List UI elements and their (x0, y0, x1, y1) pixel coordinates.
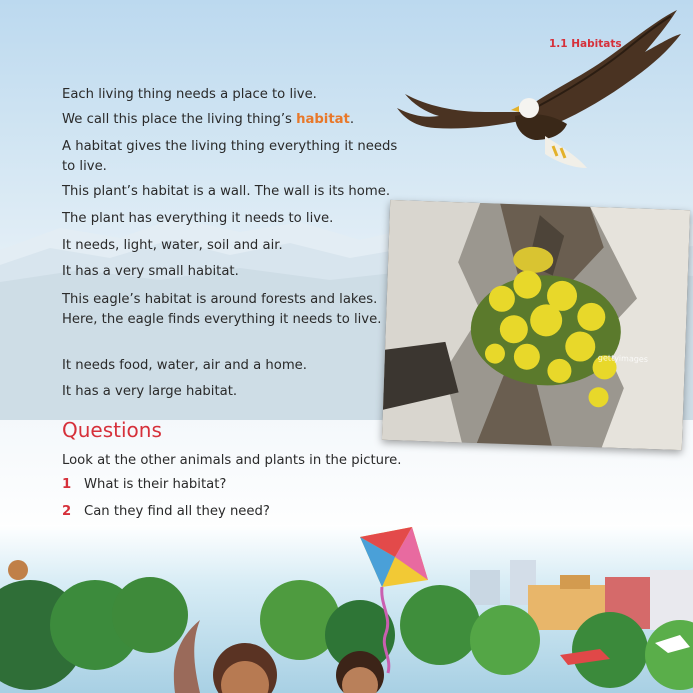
text-line-2-pre: We call this place the living thing’s (62, 112, 297, 127)
eagle-illustration (395, 8, 685, 183)
question-text: Can they find all they need? (84, 504, 270, 519)
text-line-2 (62, 110, 354, 130)
getty-watermark: gettyimages (597, 353, 649, 364)
question-number: 2 (62, 504, 72, 519)
keyword-habitat: habitat (296, 112, 350, 127)
text-line-5: The plant has everything it needs to live. (62, 211, 334, 226)
question-item (62, 504, 270, 519)
text-line-1: Each living thing needs a place to live. (62, 87, 317, 102)
plant-wall-photo (382, 200, 690, 450)
section-label: 1.1 Habitats (549, 38, 622, 50)
question-text: What is their habitat? (84, 477, 227, 492)
questions-heading: Questions (62, 418, 162, 442)
text-line-9: It needs food, water, air and a home. (62, 358, 307, 373)
text-line-10: It has a very large habitat. (62, 384, 238, 399)
text-line-4: This plant’s habitat is a wall. The wall is its home. (62, 184, 391, 199)
question-number: 1 (62, 477, 72, 492)
text-line-3: A habitat gives the living thing everything it needs to live. (62, 139, 398, 174)
question-item (62, 477, 226, 492)
questions-intro: Look at the other animals and plants in the picture. (62, 453, 402, 468)
text-line-7: It has a very small habitat. (62, 264, 239, 279)
squirrel-icon (8, 560, 28, 580)
text-line-6: It needs, light, water, soil and air. (62, 238, 283, 253)
rock-wall-plant-image (382, 200, 690, 450)
text-line-2-post: . (349, 112, 355, 127)
text-line-8: This eagle’s habitat is around forests and lakes. Here, the eagle finds everything it needs to live. (62, 292, 382, 327)
city-park-illustration (0, 525, 693, 693)
